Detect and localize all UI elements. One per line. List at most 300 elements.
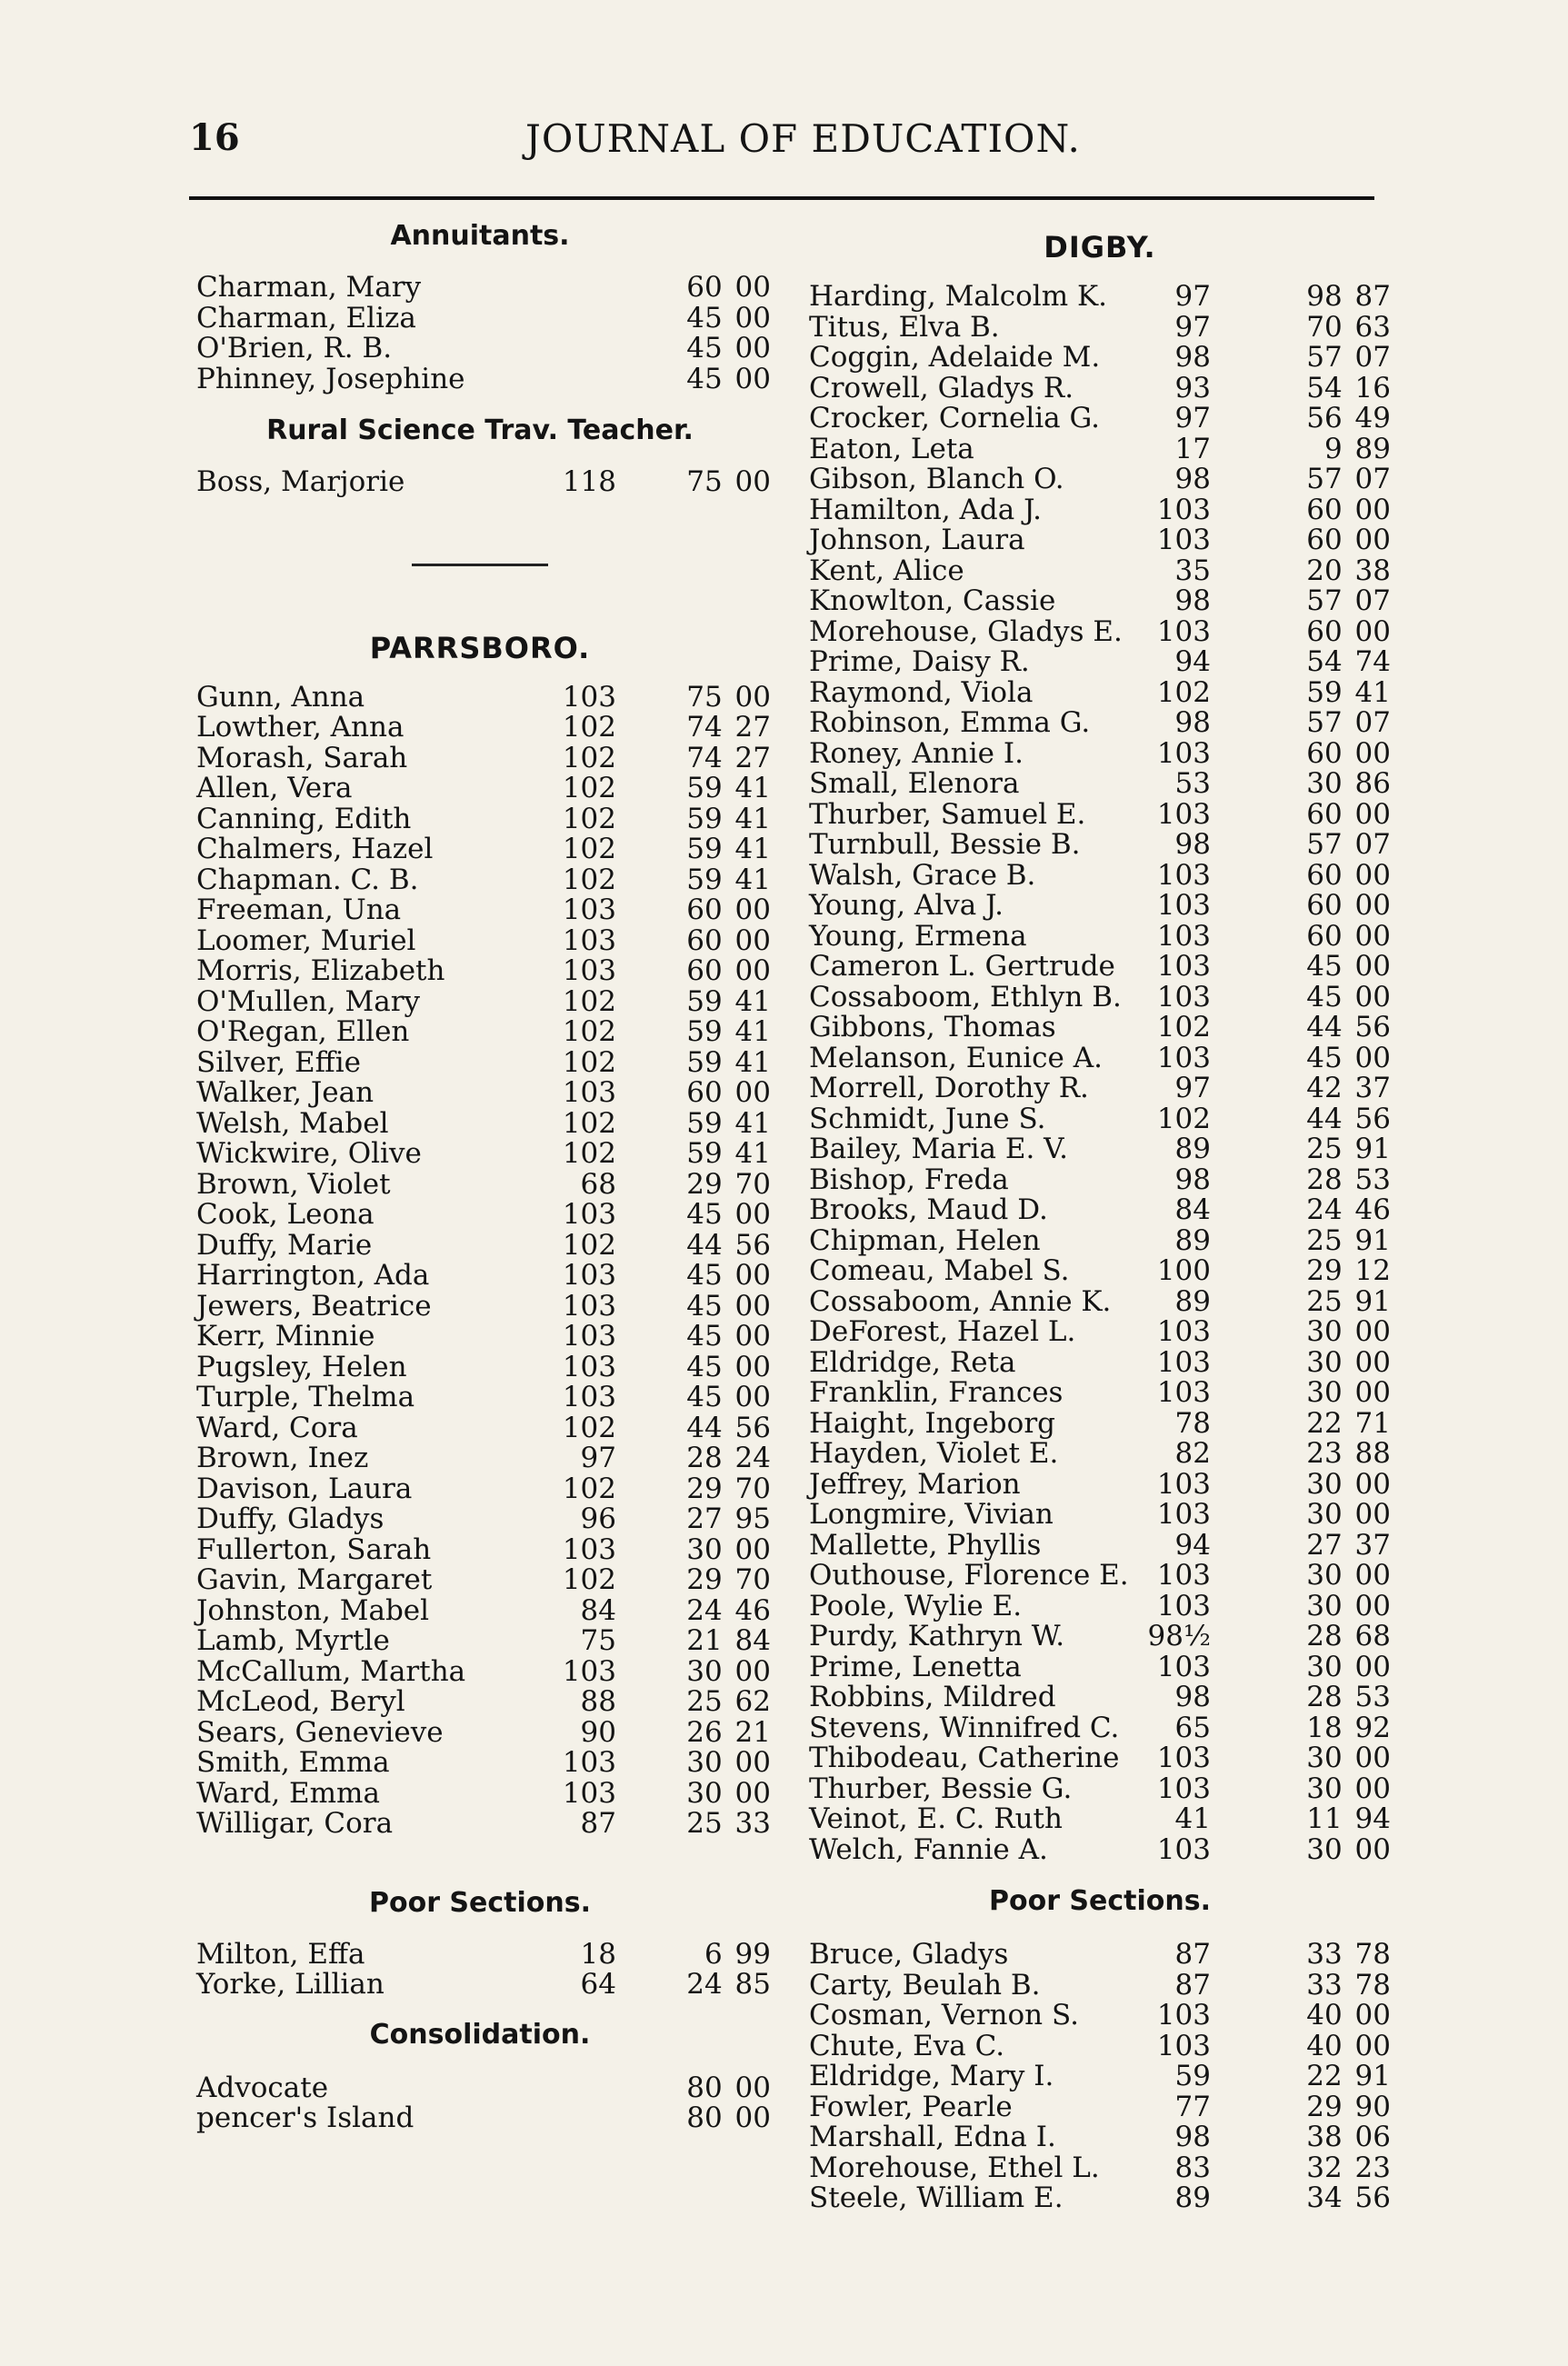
months-value: 41	[1174, 1802, 1211, 1835]
list-item	[809, 1622, 1391, 1652]
amount-value: 44 56	[1306, 1011, 1391, 1043]
list-item	[809, 1713, 1391, 1744]
months-value: 103	[1156, 736, 1211, 770]
amount-value: 29 12	[1306, 1254, 1391, 1287]
person-name: Canning, Edith	[196, 802, 412, 835]
amount-value: 45 00	[686, 362, 771, 395]
person-name: Carty, Beulah B.	[809, 1968, 1041, 2002]
amount-value: 30 00	[1306, 1832, 1391, 1866]
person-name: Smith, Emma	[196, 1746, 390, 1779]
person-name: Comeau, Mabel S.	[809, 1254, 1070, 1287]
list-item	[809, 2122, 1391, 2153]
months-value: 35	[1174, 554, 1211, 587]
amount-value: 45 00	[686, 1350, 771, 1383]
person-name: Boss, Marjorie	[196, 465, 405, 498]
months-value: 103	[1156, 980, 1211, 1013]
months-value: 87	[1174, 1938, 1211, 1971]
amount-value: 75 00	[686, 465, 771, 498]
person-name: Young, Alva J.	[809, 889, 1004, 922]
amount-value: 59 41	[686, 1045, 771, 1079]
list-item	[189, 1383, 771, 1413]
amount-value: 30 00	[686, 1746, 771, 1779]
person-name: Cameron L. Gertrude	[809, 950, 1115, 983]
months-value: 103	[1156, 889, 1211, 922]
months-value: 94	[1174, 645, 1211, 678]
amount-value: 59 41	[686, 833, 771, 865]
person-name: Welsh, Mabel	[196, 1106, 389, 1140]
amount-value: 30 00	[1306, 1772, 1391, 1805]
list-item	[189, 1443, 771, 1474]
list-item	[189, 1413, 771, 1444]
person-name: Schmidt, June S.	[809, 1102, 1046, 1135]
amount-value: 25 91	[1306, 1284, 1391, 1318]
months-value: 103	[1156, 1345, 1211, 1379]
amount-value: 57 07	[1306, 584, 1391, 617]
amount-value: 21 84	[686, 1624, 771, 1657]
list-item	[809, 1317, 1391, 1348]
months-value: 65	[1174, 1711, 1211, 1744]
person-name: Eldridge, Mary I.	[809, 2060, 1054, 2092]
months-value: 64	[580, 1968, 616, 2001]
list-item	[809, 1528, 1391, 1562]
person-name: Ward, Cora	[196, 1411, 358, 1444]
person-name: Poole, Wylie E.	[809, 1589, 1023, 1622]
months-value: 103	[1156, 1589, 1211, 1622]
months-value: 59	[1174, 2060, 1211, 2092]
amount-value: 29 90	[1306, 2090, 1391, 2123]
months-value: 102	[562, 1411, 616, 1444]
list-item	[809, 343, 1391, 374]
months-value: 97	[580, 1442, 616, 1474]
list-item	[189, 956, 771, 987]
person-name: Morash, Sarah	[196, 741, 408, 774]
list-item	[189, 1748, 771, 1779]
list-item	[189, 1078, 771, 1109]
right-poor-sections-list	[809, 1940, 1391, 2214]
list-item	[809, 2153, 1391, 2184]
person-name: Phinney, Josephine	[196, 362, 465, 395]
person-name: Thurber, Samuel E.	[809, 797, 1086, 831]
list-item	[189, 1139, 771, 1170]
person-name: Thurber, Bessie G.	[809, 1772, 1073, 1805]
amount-value: 29 70	[686, 1167, 771, 1201]
person-name: Lamb, Myrtle	[196, 1624, 390, 1657]
list-item	[809, 1406, 1391, 1440]
amount-value: 22 71	[1306, 1406, 1391, 1440]
person-name: Crocker, Cornelia G.	[809, 402, 1101, 434]
person-name: O'Brien, R. B.	[196, 332, 393, 364]
amount-value: 30 00	[1306, 1650, 1391, 1683]
list-item	[809, 1561, 1391, 1592]
amount-value: 40 00	[1306, 1999, 1391, 2032]
list-item	[809, 797, 1391, 831]
person-name: Morehouse, Ethel L.	[809, 2151, 1100, 2184]
amount-value: 28 24	[686, 1442, 771, 1474]
page-header	[189, 116, 1371, 171]
amount-value: 98 87	[1306, 280, 1391, 313]
person-name: Chalmers, Hazel	[196, 833, 434, 865]
months-value: 103	[1156, 1559, 1211, 1592]
months-value: 103	[562, 1381, 616, 1413]
amount-value: 74 27	[686, 711, 771, 744]
amount-value: 44 56	[686, 1411, 771, 1444]
person-name: Coggin, Adelaide M.	[809, 341, 1101, 374]
list-item	[189, 984, 771, 1018]
list-item	[189, 1261, 771, 1292]
person-name: Harding, Malcolm K.	[809, 280, 1107, 313]
amount-value: 45 00	[686, 1198, 771, 1231]
person-name: Sears, Genevieve	[196, 1715, 444, 1749]
list-item	[809, 310, 1391, 344]
months-value: 103	[562, 1350, 616, 1383]
list-item	[809, 556, 1391, 587]
amount-value: 75 00	[686, 680, 771, 714]
list-item	[189, 301, 771, 334]
person-name: Purdy, Kathryn W.	[809, 1620, 1065, 1652]
amount-value: 30 00	[1306, 1559, 1391, 1592]
person-name: Jeffrey, Marion	[809, 1467, 1021, 1501]
list-item	[809, 2029, 1391, 2062]
person-name: Franklin, Frances	[809, 1376, 1064, 1409]
person-name: Johnston, Mabel	[196, 1593, 430, 1627]
amount-value: 59 41	[686, 1106, 771, 1140]
person-name: Pugsley, Helen	[196, 1350, 407, 1383]
amount-value: 54 16	[1306, 371, 1391, 404]
months-value: 98	[1174, 341, 1211, 374]
months-value: 75	[580, 1624, 616, 1657]
list-item	[189, 1565, 771, 1596]
months-value: 102	[1156, 1011, 1211, 1043]
months-value: 102	[562, 863, 616, 896]
months-value: 103	[1156, 858, 1211, 892]
amount-value: 45 00	[686, 1289, 771, 1323]
person-name: Knowlton, Cassie	[809, 584, 1056, 617]
list-item	[809, 1345, 1391, 1379]
months-value: 103	[562, 1259, 616, 1292]
amount-value: 28 68	[1306, 1620, 1391, 1652]
amount-value: 45 00	[686, 1381, 771, 1413]
amount-value: 59 41	[686, 984, 771, 1018]
person-name: Haight, Ingeborg	[809, 1406, 1055, 1440]
person-name: Ward, Emma	[196, 1776, 380, 1810]
person-name: Fullerton, Sarah	[196, 1532, 432, 1566]
amount-value: 74 27	[686, 741, 771, 774]
section-heading-parrsboro: PARRSBORO.	[369, 630, 591, 665]
list-item	[809, 1134, 1391, 1165]
amount-value: 45 00	[1306, 980, 1391, 1013]
person-name: Davison, Laura	[196, 1472, 413, 1505]
person-name: Freeman, Una	[196, 893, 402, 926]
list-item	[809, 1013, 1391, 1043]
left-poor-sections-list	[189, 1937, 771, 2001]
rural-science-list	[189, 467, 771, 498]
months-value: 103	[1156, 1742, 1211, 1774]
person-name: Prime, Lenetta	[809, 1650, 1022, 1683]
person-name: Bailey, Maria E. V.	[809, 1133, 1068, 1165]
person-name: Walsh, Grace B.	[809, 858, 1036, 892]
person-name: Chute, Eva C.	[809, 2029, 1005, 2062]
amount-value: 45 00	[686, 332, 771, 364]
amount-value: 59 41	[686, 802, 771, 835]
months-value: 103	[562, 680, 616, 714]
months-value: 103	[1156, 1315, 1211, 1348]
person-name: Kent, Alice	[809, 554, 964, 587]
list-item	[809, 586, 1391, 617]
person-name: Turple, Thelma	[196, 1381, 415, 1413]
section-heading-poor-sections: Poor Sections.	[368, 1886, 592, 1919]
digby-list	[809, 282, 1391, 1865]
list-item	[189, 1106, 771, 1140]
months-value: 103	[562, 1654, 616, 1688]
amount-value: 24 46	[1306, 1193, 1391, 1226]
list-item	[189, 1532, 771, 1566]
person-name: Brown, Inez	[196, 1442, 369, 1474]
person-name: Cook, Leona	[196, 1198, 375, 1231]
annuitants-list	[189, 273, 771, 394]
list-item	[809, 464, 1391, 495]
list-item	[809, 1500, 1391, 1531]
months-value: 68	[580, 1167, 616, 1201]
person-name: Gibson, Blanch O.	[809, 463, 1064, 495]
list-item	[189, 923, 771, 957]
months-value: 98	[1174, 584, 1211, 617]
person-name: Veinot, E. C. Ruth	[809, 1802, 1063, 1835]
list-item	[809, 1743, 1391, 1774]
amount-value: 70 63	[1306, 310, 1391, 344]
list-item	[809, 2183, 1391, 2214]
list-item	[809, 1104, 1391, 1135]
amount-value: 30 00	[1306, 1589, 1391, 1622]
months-value: 17	[1174, 432, 1211, 465]
list-item	[809, 1284, 1391, 1318]
list-item	[809, 980, 1391, 1013]
list-item	[189, 834, 771, 865]
amount-value: 25 33	[686, 1807, 771, 1840]
list-item	[189, 1626, 771, 1657]
months-value: 18	[580, 1937, 616, 1971]
list-item	[189, 1017, 771, 1048]
months-value: 102	[562, 1045, 616, 1079]
amount-value: 45 00	[1306, 1041, 1391, 1074]
person-name: Yorke, Lillian	[196, 1968, 385, 2001]
person-name: Bishop, Freda	[809, 1163, 1009, 1196]
person-name: Silver, Effie	[196, 1045, 361, 1079]
amount-value: 56 49	[1306, 402, 1391, 434]
months-value: 94	[1174, 1528, 1211, 1562]
months-value: 103	[1156, 950, 1211, 983]
list-item	[809, 919, 1391, 953]
list-item	[189, 1474, 771, 1505]
list-item	[189, 1715, 771, 1749]
person-name: pencer's Island	[196, 2101, 414, 2134]
list-item	[809, 282, 1391, 313]
months-value: 102	[1156, 1102, 1211, 1135]
months-value: 97	[1174, 310, 1211, 344]
person-name: Charman, Mary	[196, 271, 422, 304]
list-item	[809, 371, 1391, 404]
list-item	[189, 334, 771, 364]
amount-value: 60 00	[1306, 797, 1391, 831]
amount-value: 59 41	[1306, 675, 1391, 709]
months-value: 87	[580, 1807, 616, 1840]
months-value: 98	[1174, 463, 1211, 495]
months-value: 89	[1174, 1133, 1211, 1165]
amount-value: 33 78	[1306, 1938, 1391, 1971]
months-value: 53	[1174, 767, 1211, 800]
amount-value: 26 21	[686, 1715, 771, 1749]
list-item	[809, 1043, 1391, 1074]
months-value: 103	[1156, 524, 1211, 556]
list-item	[809, 769, 1391, 800]
list-item	[809, 1968, 1391, 2002]
list-item	[809, 1652, 1391, 1683]
list-item	[809, 404, 1391, 434]
person-name: Crowell, Gladys R.	[809, 371, 1074, 404]
person-name: Cosman, Vernon S.	[809, 1999, 1079, 2032]
list-item	[809, 495, 1391, 526]
person-name: Loomer, Muriel	[196, 923, 416, 957]
amount-value: 60 00	[1306, 919, 1391, 953]
months-value: 83	[1174, 2151, 1211, 2184]
list-item	[809, 1940, 1391, 1971]
amount-value: 24 85	[686, 1968, 771, 2001]
person-name: Willigar, Cora	[196, 1807, 394, 1840]
amount-value: 27 95	[686, 1502, 771, 1535]
amount-value: 40 00	[1306, 2029, 1391, 2062]
person-name: Outhouse, Florence E.	[809, 1559, 1129, 1592]
amount-value: 27 37	[1306, 1528, 1391, 1562]
amount-value: 57 07	[1306, 463, 1391, 495]
amount-value: 44 56	[1306, 1102, 1391, 1135]
person-name: Melanson, Eunice A.	[809, 1041, 1103, 1074]
amount-value: 57 07	[1306, 706, 1391, 739]
list-item	[809, 1467, 1391, 1501]
list-item	[809, 647, 1391, 678]
section-heading-rural-science: Rural Science Trav. Teacher.	[266, 414, 694, 446]
person-name: Bruce, Gladys	[809, 1938, 1009, 1971]
list-item	[809, 708, 1391, 739]
months-value: 98	[1174, 2121, 1211, 2153]
person-name: Gavin, Margaret	[196, 1563, 433, 1596]
right-column	[809, 218, 1391, 2214]
amount-value: 54 74	[1306, 645, 1391, 678]
person-name: Prime, Daisy R.	[809, 645, 1030, 678]
months-value: 98½	[1147, 1620, 1211, 1652]
person-name: Stevens, Winnifred C.	[809, 1711, 1120, 1744]
amount-value: 25 91	[1306, 1133, 1391, 1165]
person-name: Chapman. C. B.	[196, 863, 419, 896]
parrsboro-list	[189, 680, 771, 1840]
months-value: 103	[1156, 919, 1211, 953]
person-name: Steele, William E.	[809, 2181, 1064, 2214]
months-value: 98	[1174, 706, 1211, 739]
list-item	[809, 1195, 1391, 1226]
months-value: 89	[1174, 1223, 1211, 1257]
list-item	[809, 1165, 1391, 1196]
person-name: Young, Ermena	[809, 919, 1027, 953]
list-item	[189, 1200, 771, 1231]
list-item	[189, 713, 771, 744]
person-name: Eaton, Leta	[809, 432, 974, 465]
list-item	[809, 2062, 1391, 2092]
amount-value: 30 00	[686, 1654, 771, 1688]
months-value: 98	[1174, 828, 1211, 861]
list-item	[189, 1687, 771, 1718]
months-value: 90	[580, 1715, 616, 1749]
months-value: 103	[1156, 1041, 1211, 1074]
amount-value: 60 00	[1306, 524, 1391, 556]
list-item	[189, 1322, 771, 1353]
list-item	[809, 1832, 1391, 1866]
left-column	[189, 218, 771, 2134]
list-item	[809, 675, 1391, 709]
list-item	[809, 614, 1391, 648]
person-name: Brown, Violet	[196, 1167, 391, 1201]
person-name: McLeod, Beryl	[196, 1685, 405, 1718]
months-value: 98	[1174, 1163, 1211, 1196]
amount-value: 30 00	[1306, 1376, 1391, 1409]
months-value: 93	[1174, 371, 1211, 404]
person-name: Lowther, Anna	[196, 711, 404, 744]
list-item	[189, 895, 771, 926]
list-item	[189, 1937, 771, 1971]
amount-value: 25 62	[686, 1685, 771, 1718]
person-name: Raymond, Viola	[809, 675, 1034, 709]
months-value: 102	[562, 802, 616, 835]
list-item	[809, 1682, 1391, 1713]
amount-value: 44 56	[686, 1228, 771, 1262]
list-item	[189, 1045, 771, 1079]
person-name: Titus, Elva B.	[809, 310, 1000, 344]
person-name: Johnson, Laura	[809, 524, 1025, 556]
page-number: 16	[189, 116, 240, 159]
person-name: Roney, Annie I.	[809, 736, 1024, 770]
list-item	[809, 830, 1391, 861]
list-item	[189, 1970, 771, 2001]
amount-value: 60 00	[1306, 736, 1391, 770]
months-value: 89	[1174, 2181, 1211, 2214]
list-item	[189, 1228, 771, 1262]
months-value: 103	[1156, 1467, 1211, 1501]
months-value: 102	[1156, 675, 1211, 709]
person-name: Duffy, Gladys	[196, 1502, 385, 1535]
person-name: Longmire, Vivian	[809, 1498, 1054, 1531]
months-value: 103	[1156, 1999, 1211, 2032]
amount-value: 6 99	[704, 1937, 771, 1971]
amount-value: 60 00	[1306, 493, 1391, 526]
amount-value: 59 41	[686, 772, 771, 804]
person-name: Brooks, Maud D.	[809, 1193, 1048, 1226]
person-name: Mallette, Phyllis	[809, 1528, 1042, 1562]
person-name: Hayden, Violet E.	[809, 1437, 1059, 1470]
months-value: 87	[1174, 1968, 1211, 2002]
person-name: Morris, Elizabeth	[196, 954, 445, 987]
months-value: 82	[1174, 1437, 1211, 1470]
section-heading-digby: DIGBY.	[1044, 230, 1156, 265]
months-value: 97	[1174, 1072, 1211, 1104]
list-item	[189, 680, 771, 714]
amount-value: 28 53	[1306, 1681, 1391, 1713]
person-name: Jewers, Beatrice	[196, 1289, 432, 1323]
list-item	[809, 1439, 1391, 1470]
amount-value: 30 00	[1306, 1742, 1391, 1774]
list-item	[809, 1378, 1391, 1409]
amount-value: 25 91	[1306, 1223, 1391, 1257]
amount-value: 30 00	[686, 1776, 771, 1810]
amount-value: 60 00	[686, 923, 771, 957]
amount-value: 30 00	[1306, 1315, 1391, 1348]
months-value: 102	[562, 1228, 616, 1262]
